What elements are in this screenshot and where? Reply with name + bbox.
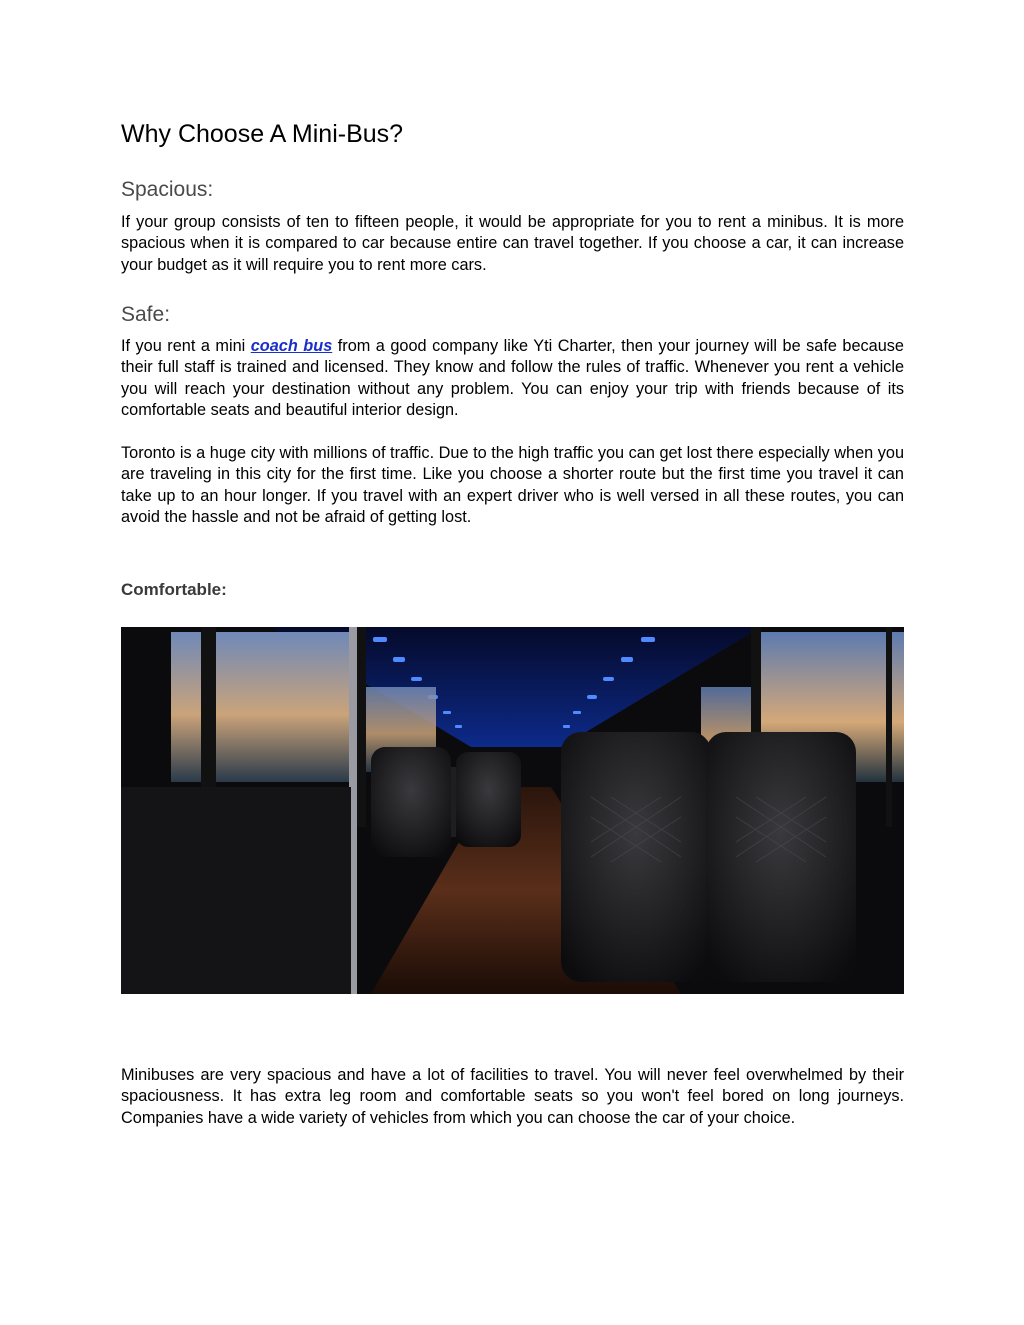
spacious-heading: Spacious: (121, 178, 214, 201)
coach-bus-link[interactable]: coach bus (250, 337, 333, 355)
safe-paragraph (121, 336, 904, 421)
comfortable-paragraph: Minibuses are very spacious and have a lot of facilities to travel. You will never feel overwhelmed by their spaciousness. It has extra leg room and comfortable seats so you won't feel bored on long journeys. Companies have a wide variety of vehicles from which you can choose the car of your choice. (121, 1066, 904, 1127)
spacious-paragraph: If your group consists of ten to fifteen people, it would be appropriate for you to rent a minibus. It is more spacious when it is compared to car because entire can travel together. If you choose a car, it can increase your budget as it will require you to rent more cars. (121, 213, 904, 274)
bus-interior-photo (121, 627, 904, 994)
page-title: Why Choose A Mini-Bus? (121, 120, 404, 148)
comfortable-heading: Comfortable: (121, 580, 227, 599)
safe-text-after-link: from a good company like Yti Charter, then your journey will be safe because their full staff is trained and licensed. They know and follow the rules of traffic. Whenever you rent a vehicle you will reach your destination without any problem. You can enjoy your trip with friends because of its comfortable seats and beautiful interior design. (121, 337, 904, 419)
toronto-paragraph: Toronto is a huge city with millions of traffic. Due to the high traffic you can get lost there especially when you are traveling in this city for the first time. Like you choose a shorter route but the first time you travel it can take up to an hour longer. If you travel with an expert driver who is well versed in all these routes, you can avoid the hassle and not be afraid of getting lost. (121, 444, 904, 526)
safe-text-before-link: If you rent a mini (121, 337, 251, 355)
safe-heading: Safe: (121, 303, 171, 326)
